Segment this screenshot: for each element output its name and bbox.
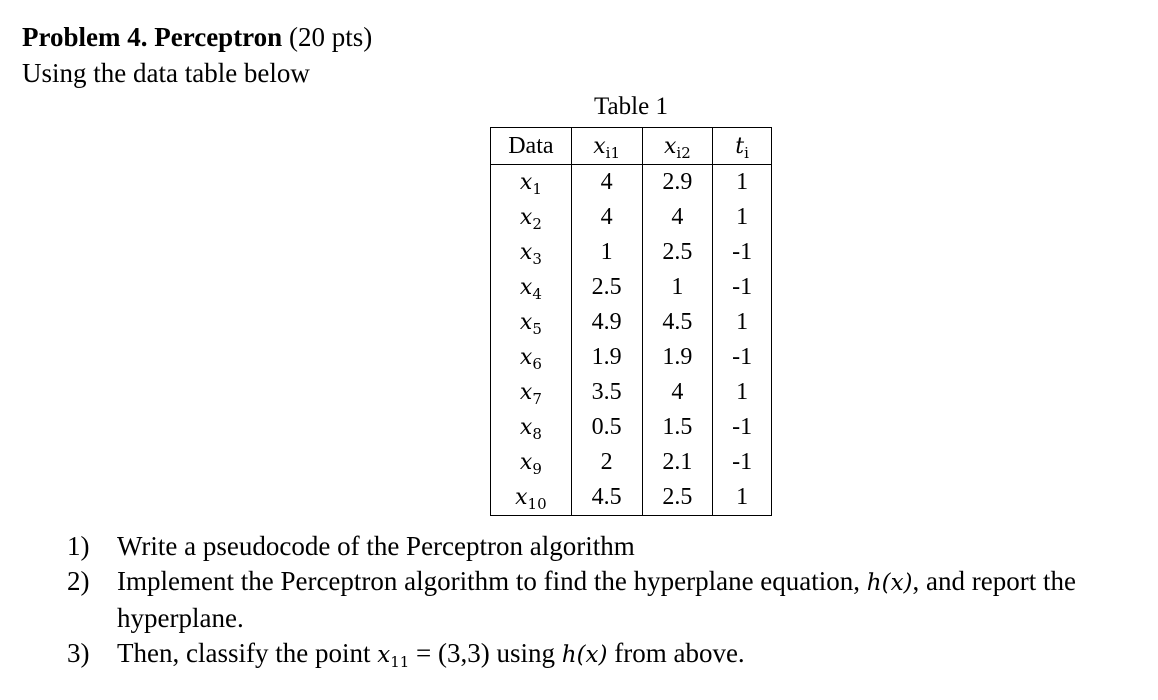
cell-xi1: 4.9 (571, 305, 642, 340)
math-h-of-x: h(x) (561, 642, 608, 668)
cell-xi2: 1.5 (642, 410, 713, 445)
row-label: $x_6$ (491, 340, 572, 375)
cell-ti: -1 (713, 270, 772, 305)
math-point-x11: $x_{11}$ (377, 642, 410, 671)
table-row (491, 305, 772, 340)
row-label: $x_3$ (491, 235, 572, 270)
table-row (491, 445, 772, 480)
row-label: $x_4$ (491, 270, 572, 305)
question-text-before: Implement the Perceptron algorithm to find the hyperplane equation, (117, 566, 867, 596)
point-value: = (3,3) using (409, 638, 562, 668)
header-xi2: $x_{i2}$ (642, 128, 713, 165)
row-label: $x_9$ (491, 445, 572, 480)
row-label: $x_1$ (491, 165, 572, 201)
header-ti: $t_i$ (713, 128, 772, 165)
cell-ti: 1 (713, 375, 772, 410)
cell-ti: 1 (713, 480, 772, 516)
cell-xi1: 3.5 (571, 375, 642, 410)
problem-title: Problem 4. Perceptron (22, 22, 283, 52)
cell-ti: 1 (713, 200, 772, 235)
cell-xi2: 4 (642, 200, 713, 235)
cell-ti: -1 (713, 235, 772, 270)
question-number: 2) (67, 566, 90, 596)
question-item (67, 529, 1147, 564)
header-xi1: $x_{i1}$ (571, 128, 642, 165)
row-label: $x_5$ (491, 305, 572, 340)
cell-xi1: 4 (571, 165, 642, 201)
cell-xi2: 2.9 (642, 165, 713, 201)
table-header-row (491, 128, 772, 165)
table-row (491, 340, 772, 375)
cell-ti: 1 (713, 305, 772, 340)
cell-xi2: 1 (642, 270, 713, 305)
question-number: 3) (67, 638, 90, 668)
cell-xi1: 1.9 (571, 340, 642, 375)
question-text-after: , and report the hyperplane. (117, 566, 1076, 633)
table-caption: Table 1 (594, 93, 668, 120)
row-label: $x_7$ (491, 375, 572, 410)
cell-xi1: 2.5 (571, 270, 642, 305)
question-text-after: from above. (607, 638, 745, 668)
table-row (491, 165, 772, 201)
cell-xi2: 2.5 (642, 480, 713, 516)
cell-xi1: 0.5 (571, 410, 642, 445)
cell-xi2: 2.1 (642, 445, 713, 480)
row-label: $x_8$ (491, 410, 572, 445)
cell-xi2: 1.9 (642, 340, 713, 375)
cell-ti: -1 (713, 340, 772, 375)
problem-heading (22, 20, 372, 54)
table-row (491, 480, 772, 516)
question-text: Write a pseudocode of the Perceptron algorithm (117, 531, 635, 561)
table-row (491, 235, 772, 270)
question-number: 1) (67, 531, 90, 561)
cell-xi2: 4.5 (642, 305, 713, 340)
row-label: $x_{10}$ (491, 480, 572, 516)
problem-intro: Using the data table below (22, 58, 310, 88)
cell-ti: -1 (713, 410, 772, 445)
cell-ti: 1 (713, 165, 772, 201)
question-list (67, 529, 1147, 673)
table-row (491, 410, 772, 445)
header-data: Data (491, 128, 572, 165)
question-item (67, 636, 1147, 673)
table-row (491, 375, 772, 410)
cell-xi1: 4 (571, 200, 642, 235)
cell-xi2: 2.5 (642, 235, 713, 270)
data-table (490, 127, 772, 516)
question-item (67, 564, 1147, 636)
problem-points: (20 pts) (288, 22, 373, 52)
table-row (491, 200, 772, 235)
cell-xi1: 1 (571, 235, 642, 270)
cell-xi2: 4 (642, 375, 713, 410)
cell-xi1: 4.5 (571, 480, 642, 516)
math-h-of-x: h(x) (866, 570, 913, 596)
question-text-before: Then, classify the point (117, 638, 378, 668)
row-label: $x_2$ (491, 200, 572, 235)
table-row (491, 270, 772, 305)
cell-ti: -1 (713, 445, 772, 480)
cell-xi1: 2 (571, 445, 642, 480)
